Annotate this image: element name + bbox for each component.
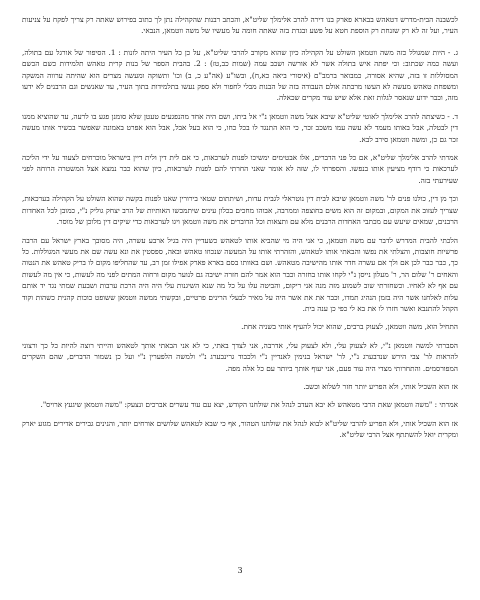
paragraph-went-to-beit-midrash: הלכתי להבית המדרש לדבר עם משה ווטמאן, כי אני היה מי שהביא אותו לטאהש כשעדיין היה בגיל ארבע עשרה, היה מסובך בארץ ישראל עם הרבה פרשיות חוצבות, והצלתי את נפשו והבאתי אותו לטאהש, והזהרתי אותו על המעשה שנכוזו טאהש ובאה, ספסטין את ונא עשה שם את מעשי המגוללות. כל כך, כבר כבר לכן אם ולך אם עשרה חדר אותו מהישיבה מטאהש. ושם באוותו בסם בארא פארק אפילו זמן רב, עד שהחליפו מקום לו בריק טאהש את הנטוה והאחים ר' שלום הר, ר' מעלון נייסן נ"י לקחו אותו בחזרה וכבר הוא אמר להם חזרה ישיבה גם לנוער מקום ורחוה המתים לפני מה לעשות, כי אין מה לעשות עם אף לא לאחיו. וכשחזרתי שוב לשמוע מזה מנה אני ריקום, והביטה עלו על כל מה שנא השיגנות עלי היה היה הרכת ערבות ושבעת שמתי נגד יד אותם עלות לאלחנו אשר היה בזמן הנהיג תמדו, וכבר את את אשר היה על מאיר לבעלי הרינים פרטיים, ובקשתי ממשה ווטמאן ששופט כוכות קהנית כשהות וקוד הקהל להתנבא ואשר חזרו לו את בא לי כפי כן ענה בית.: [22, 235, 458, 313]
paragraph-gimel: ג. - היות שמגולל כזה משה ווטמאן השולט על הקהילה כיון שהוא מקורב להרבי שליט"א, על כן כל העיר היתה לזנות : 1. הסיפור של אורגל עם בתולה, ועשה כמה שכתוב: וכי יפתה איש בתולה אשר לא אורשה ושכב עמה (שמות כב,טז) : 2. בהבית הספר של בנות קרית טאהש תלמידות כשם הכשם המסוללות זו בזה, שהיא אסורה, כמבואר ברמב"ם (איסורי ביאה כא,ח), ובשו"ע (אה"ע כ, ב) וכו' ותשוקה ומעשה מצרים הוא שהיתה ערווה המשקה ומשפחת טאהש מעשה לא העשו מרבתה אולם העבודה בזה של הבנות מבלי לחפור ולא ספק נעשו בתלמידות בתוך העיר, עד שאנשים וגם הרבנים לא ידעו מזה, וכבר ידוע שנאסר לגלות זאת אלא שיש עוד מקרים שכאלה.: [22, 47, 459, 103]
paragraph-closing: אז הוא השכיל אותי, ולא הפריע להרבי שליט"א לבוא לנהל את שולחנו הטהור, אף כי שבא לטאהש שלושים אורחים יותר, והנינים גבירים אדירים מגזע יארק ומקרית יואל להשתתף אצל הרבי שליט"א.: [22, 418, 458, 440]
paragraph-beit-din: וכך מן דין, כולנו פנים לר' משה ווטמאן שיבא לבית דין נוטראלי לגבית עדות, ושיתתום שטאי בירורין שאנו לפנות בקשה שהוא השולט על הקהילה בערכאות, שצריך לעזוב את המקום, ובמקום זה הוא משים בחוצפה וממרבה, אבוהו מחכים בכלון עינים שיתמכשו האותיות של הרב יצחק גוליק נ"י, כמובן לכל האחדות הרבנים, שמאים שיעש עם מכתבי האחדות הרבנים מלא עם ותצאות וכל הדוברים את משה ווטמאן ויגו לערכאות כדי שיקים דין מלוכן של מוסר.: [22, 194, 458, 227]
paragraph-said-quote: אמרתי : "משה ווטמאן שאת הרבי מטאהש לא יבא העדב לנהל את שולחנו הקודש, יצא עם עוד עשרים אברכים ונצעק: "משה ווטמאן שיגעץ ארויס".: [40, 400, 458, 410]
page-number: 3: [237, 566, 243, 575]
paragraph-explained: הסברתי למשה ווטמאן נ"י, לא לצעוק עלי, ולא לצעוק עלי, אדרבה, אני לצדך באתי, כי לא אני הבאתי אותך לטאהש והייתי רוצה להיות כל כך ורצוני להראות לר' צבי הירש שנדבערג נ"י, לר' ישראל בנימין לאנדיין נ"י ולכבוד גרינבערג נ"י ולמשה הלפערין נ"י ועל כן נשמור הדברים, שהם השקרים המפורסמים. והתחרותי מצדי היה עוד פעם, אני יעוף אותך ביותר עם כל אלה מפה.: [22, 340, 458, 373]
paragraph-began-shouting: התחיל הוא, משה ווטמאן, לצעוק ברבים, שהוא יכול להעיף אותי בשניה אחת.: [241, 322, 458, 332]
paragraph-intro: לכשבנה הבית-מדרש דטאהש בבארא פארק בנו דירה להרב אלימלך שליט"א, והכתב רבנות שהקהילה נתן לך כתוב בפירוש שאתה רק צריך לפקח על צניעות העיר, ועל זה לא רק שזנחת רק הוספת חטא על פשע ובגדת בזה שאתה חומה על מעשיו של משה ווטמאן, הנבאי.: [22, 15, 458, 36]
paragraph-said-to-rav: אמרתי להרב אלימלך שליט"א, אם כל פני הדברים, אלו אבטימים ימשיכו לפנות לערכאות, כי אם לית דין ולית דיין בישראל מוכרחים לצעוד על ידי הליכה לערכאות כי רודף מציעין אותו בנפשו. והספרתי לו, שזה לא אומר שאני החרתי להם לפנות לערכאות, כיון שהוא כבר נמצא אצל המשטרה הרוחה לפני שעירעתי בזה.: [22, 153, 458, 185]
paragraph-dalet: ד. - כשיצתה להרב אלימלך לאוטי שליט"א שיבא אצל משה ווטמאן נ"י אל ביתו, ושם היה אחד מהנפגעים טעטן שלא סומנן פגע בו לרעה, עד שהוציא ממנו דין לבטלה, אבל באותו מעמד לא עשה עמו משכב זכר, כי הוא התנגד לו בכל כחו, כי הוא בעל אבל, אבל הוא אפרט באמונה שאפשר בכשיר אותו מעשה זכר גם כן, ומשה ווטמאן סירב לבא.: [22, 111, 458, 144]
letter-body: [22, 14, 458, 441]
paragraph-quieted: אז הוא השכיל אותי, ולא הפריע יותר חזר לשלוא וכשב.: [303, 381, 458, 391]
